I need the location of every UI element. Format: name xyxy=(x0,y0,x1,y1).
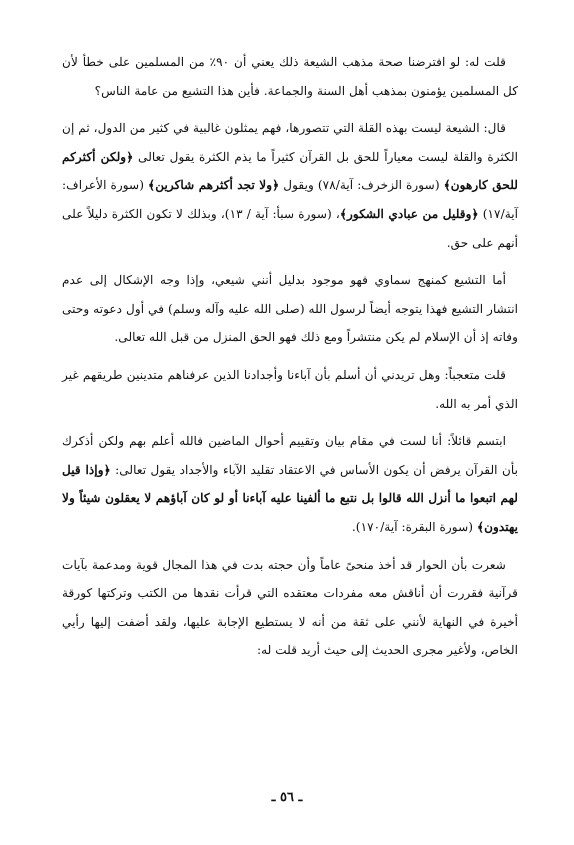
paragraph xyxy=(62,114,518,257)
page-number: ـ ٥٦ ـ xyxy=(271,790,303,805)
paragraph-text: (سورة الأعراف: آية/١٧) xyxy=(62,178,519,221)
paragraph-text: شعرت بأن الحوار قد أخذ منحىً عاماً وأن حجته بدت في هذا المجال قوية ومدعمة بآيات قرآنية فقررت أن أناقش معه مفردات معتقده التي قرأت نقدها من الكتب وتركتها كورقة أخيرة في النهاية لأنني على ثقة من أنه لا يستطيع الإجابة عليها، ولقد أضفت إليها رأيي الخاص، ولأغير مجرى الحديث إلى حيث أريد قلت له: xyxy=(62,557,518,658)
paragraph-text: أما التشيع كمنهج سماوي فهو موجود بدليل أنني شيعي، وإذا وجه الإشكال إلى عدم انتشار التشيع فهذا يتوجه أيضاً لرسول الله (صلى الله عليه وآله وسلم) في أول دعوته وحتى وفاته إذ أن الإسلام لم يكن منتشراً ومع ذلك فهو الحق المنزل من قبل الله تعالى. xyxy=(62,273,518,345)
paragraph-text: (سورة الزخرف: آية/٧٨) ويقول xyxy=(279,178,444,193)
paragraph-text: قلت متعجباً: وهل تريدني أن أسلم بأن آباءنا وأجدادنا الذين عرفناهم متدينين طريقهم غير الذي أمر به الله. xyxy=(62,367,518,411)
paragraph-text: (سورة البقرة: آية/١٧٠). xyxy=(351,519,477,534)
quranic-verse: ﴿وإذا قيل لهم اتبعوا ما أنزل الله قالوا بل نتبع ما ألفينا عليه آباءنا أو لو كان آباؤهم لا يعقلون شيئاً ولا يهتدون﴾ xyxy=(62,462,518,534)
quranic-verse: ﴿وقليل من عبادي الشكور﴾ xyxy=(339,206,479,221)
quranic-verse: ﴿ولا تجد أكثرهم شاكرين﴾ xyxy=(148,178,280,193)
paragraph-text: قال: الشيعة ليست بهذه القلة التي تتصورها، فهم يمثلون غالبية في كثير من الدول، ثم إن الكثرة والقلة ليست معياراً للحق بل القرآن كثيراً ما يذم الكثرة يقول تعالى xyxy=(62,121,518,164)
paragraph xyxy=(62,48,518,105)
paragraph xyxy=(62,427,518,541)
paragraph-text: ابتسم قائلاً: أنا لست في مقام بيان وتقييم أحوال الماضين فالله أعلم بهم ولكن أذكرك بأن القرآن يرفض أن يكون الأساس في الاعتقاد تقليد الآباء والأجداد يقول تعالى: xyxy=(62,434,519,477)
paragraph-text: ، (سورة سبأ: آية / ١٣)، وبذلك لا تكون الكثرة دليلاً على أنهم على حق. xyxy=(62,206,518,250)
quranic-verse: ﴿ولكن أكثركم للحق كارهون﴾ xyxy=(62,149,518,193)
paragraph xyxy=(62,266,518,352)
paragraph xyxy=(62,551,518,665)
page-body xyxy=(62,48,518,674)
paragraph-text: قلت له: لو افترضنا صحة مذهب الشيعة ذلك يعني أن ٩٠٪ من المسلمين على خطأ لأن كل المسلمين يؤمنون بمذهب أهل السنة والجماعة. فأين هذا التشيع من عامة الناس؟ xyxy=(62,55,518,98)
paragraph xyxy=(62,361,518,418)
